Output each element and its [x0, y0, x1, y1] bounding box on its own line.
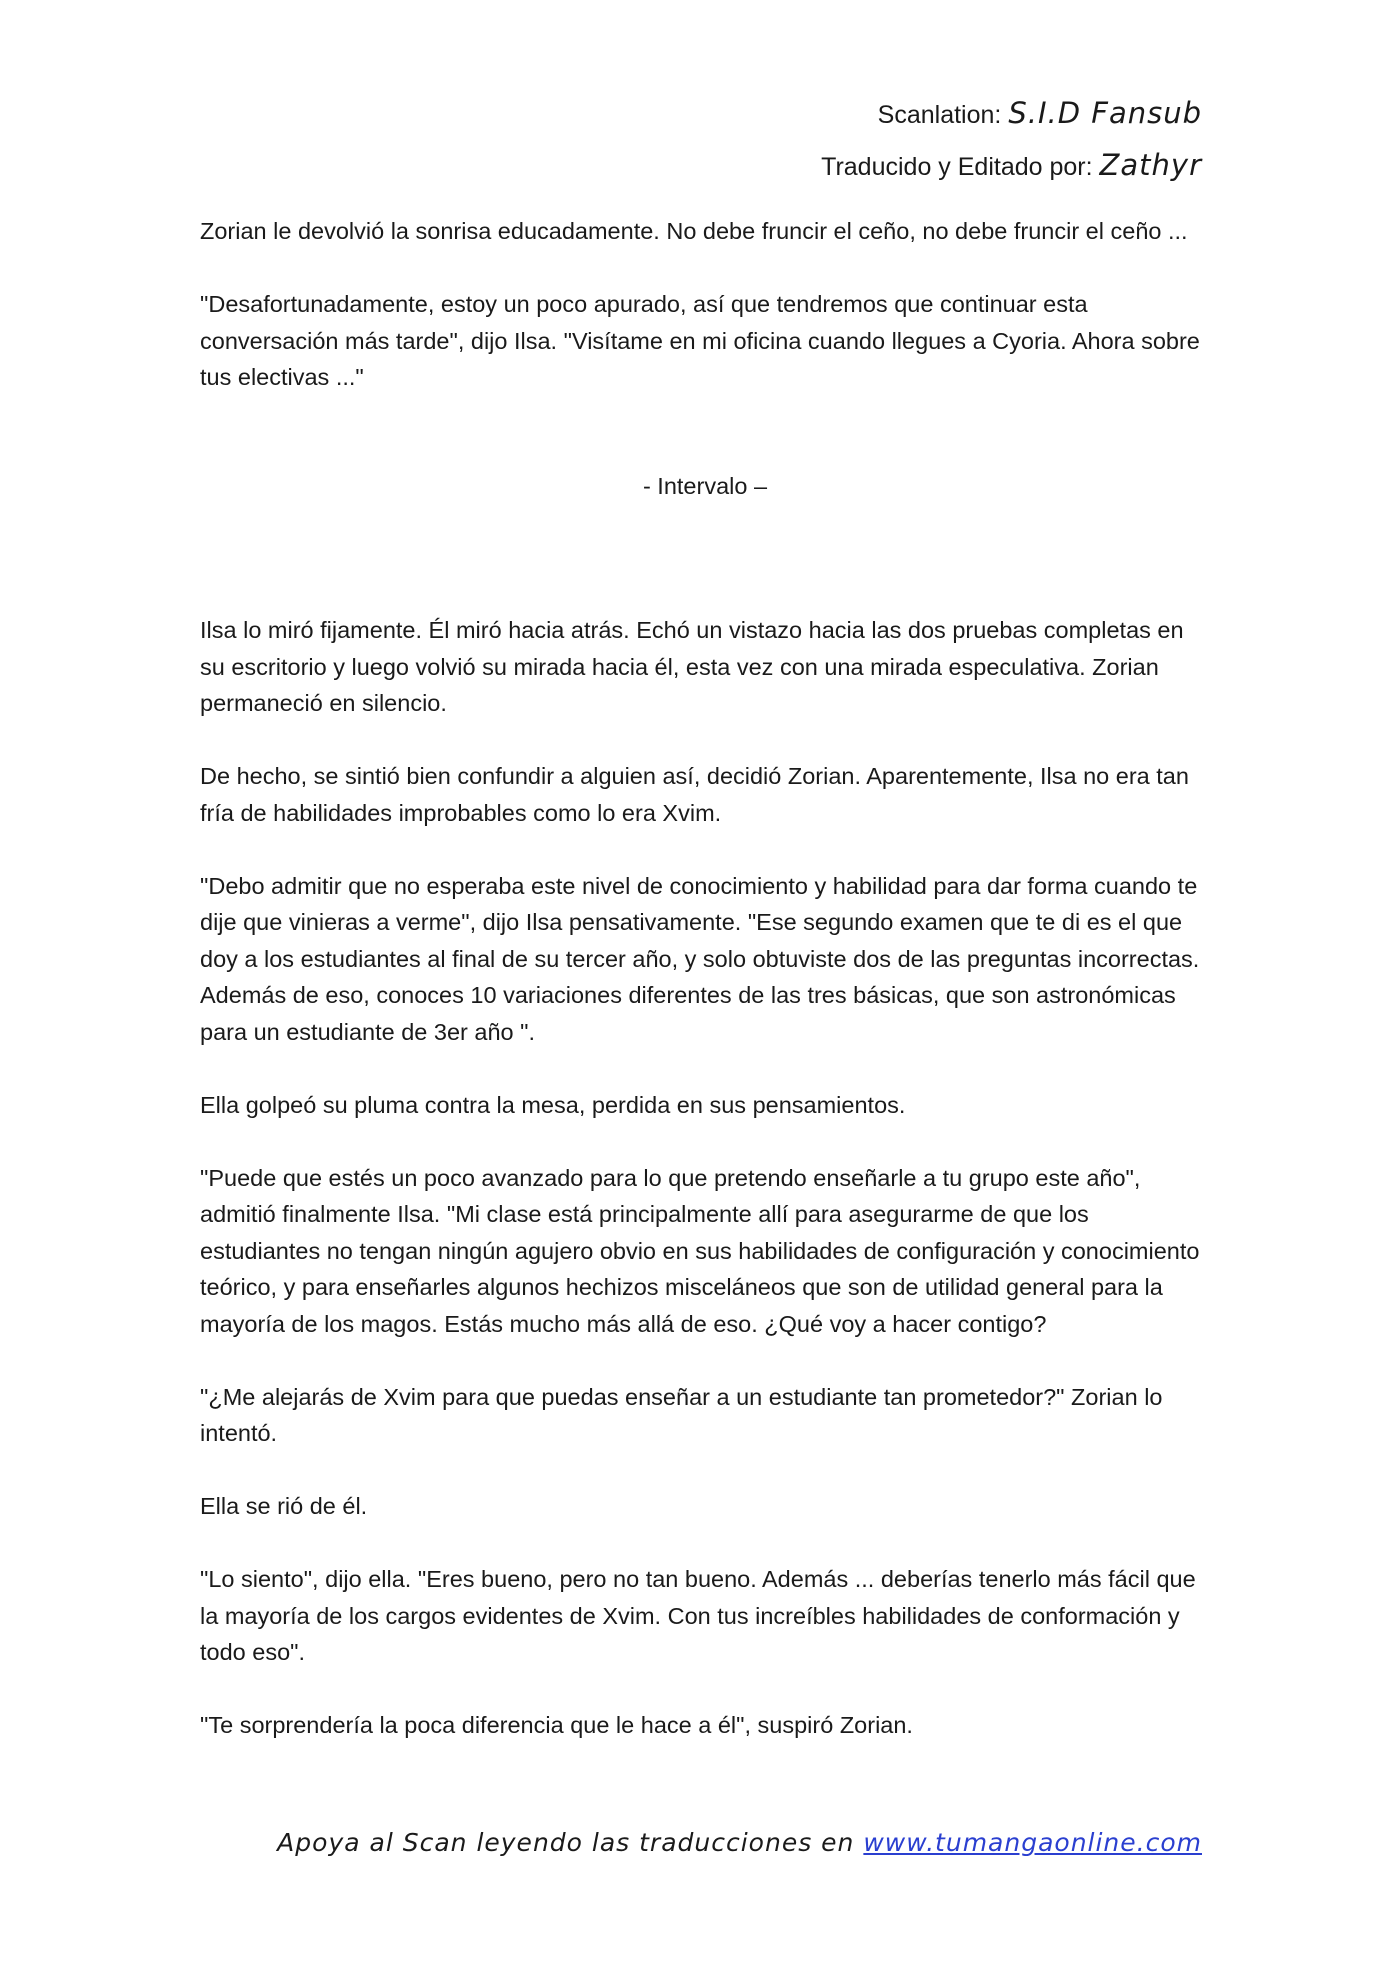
credits-header	[821, 88, 1202, 192]
translator-label: Traducido y Editado por:	[821, 153, 1093, 181]
scanlation-label: Scanlation:	[877, 101, 1002, 129]
translator-credit	[821, 140, 1202, 192]
paragraph-6: Ella golpeó su pluma contra la mesa, perdida en sus pensamientos.	[200, 1091, 906, 1118]
paragraph-8: "¿Me alejarás de Xvim para que puedas enseñar a un estudiante tan prometedor?" Zorian lo intentó.	[200, 1383, 1163, 1446]
paragraph-11: "Te sorprendería la poca diferencia que le hace a él", suspiró Zorian.	[200, 1712, 913, 1738]
paragraph-3: Ilsa lo miró fijamente. Él miró hacia atrás. Echó un vistazo hacia las dos pruebas completas en su escritorio y luego volvió su mirada hacia él, esta vez con una mirada especulativa. Zorian permaneció en silencio.	[200, 617, 1184, 716]
scanlation-credit	[821, 88, 1202, 140]
tumangaonline-link[interactable]: www.tumangaonline.com	[863, 1828, 1202, 1857]
paragraph-10: "Lo siento", dijo ella. "Eres bueno, pero no tan bueno. Además ... deberías tenerlo más fácil que la mayoría de los cargos evidentes de Xvim. Con tus increíbles habilidades de conformación y todo eso".	[200, 1566, 1196, 1665]
paragraph-9: Ella se rió de él.	[200, 1493, 368, 1519]
paragraph-2: "Desafortunadamente, estoy un poco apurado, así que tendremos que continuar esta conversación más tarde", dijo Ilsa. "Visítame en mi oficina cuando llegues a Cyoria. Ahora sobre tus electivas ..."	[200, 291, 1200, 390]
paragraph-7: "Puede que estés un poco avanzado para lo que pretendo enseñarle a tu grupo este año", admitió finalmente Ilsa. "Mi clase está principalmente allí para asegurarme de que los estudiantes no tengan ningún agujero obvio en sus habilidades de configuración y conocimiento teórico, y para enseñarles algunos hechizos misceláneos que son de utilidad general para la mayoría de los magos. Estás mucho más allá de eso. ¿Qué voy a hacer contigo?	[200, 1164, 1200, 1337]
support-text: Apoya al Scan leyendo las traducciones en	[277, 1828, 855, 1857]
paragraph-1: Zorian le devolvió la sonrisa educadamente. No debe fruncir el ceño, no debe fruncir el ceño ...	[200, 218, 1188, 244]
paragraph-5: "Debo admitir que no esperaba este nivel de conocimiento y habilidad para dar forma cuando te dije que vinieras a verme", dijo Ilsa pensativamente. "Ese segundo examen que te di es el que doy a los estudiantes al final de su tercer año, y solo obtuviste dos de las preguntas incorrectas. Además de eso, conoces 10 variaciones diferentes de las tres básicas, que son astronómicas para un estudiante de 3er año ".	[200, 872, 1200, 1045]
scanlation-group: S.I.D Fansub	[1008, 96, 1202, 130]
support-footer	[277, 1828, 1202, 1857]
translator-name: Zathyr	[1099, 148, 1202, 182]
interval-separator: - Intervalo –	[642, 472, 768, 499]
chapter-text	[200, 213, 1210, 1780]
paragraph-4: De hecho, se sintió bien confundir a alguien así, decidió Zorian. Aparentemente, Ilsa no era tan fría de habilidades improbables como lo era Xvim.	[200, 763, 1189, 826]
